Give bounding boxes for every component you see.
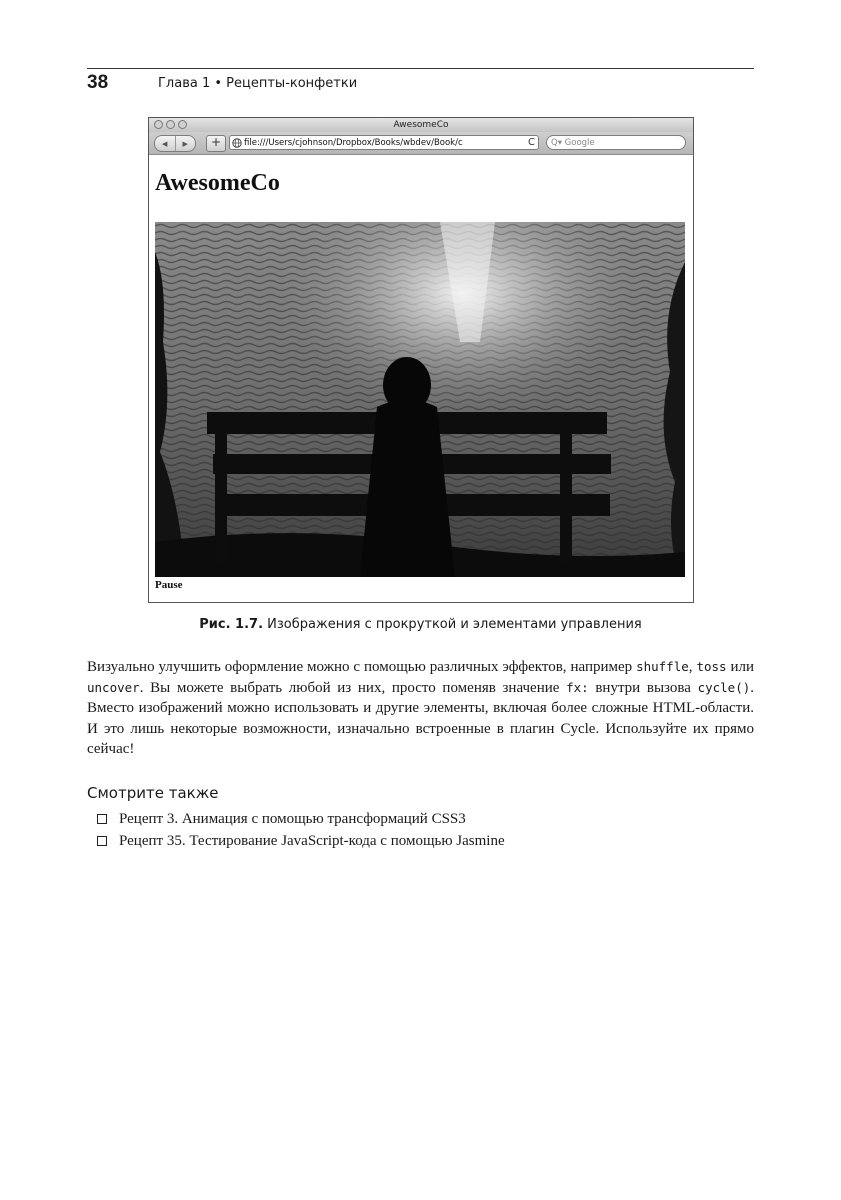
body-text-4: . Вы можете выбрать любой из них, просто поменяв значение — [139, 679, 567, 696]
site-title: AwesomeCo — [155, 170, 280, 196]
silhouette-on-bench-at-lake-photo — [155, 222, 685, 577]
pause-button[interactable]: Pause — [155, 579, 183, 591]
body-paragraph — [87, 657, 754, 760]
body-text-2: , — [688, 659, 697, 675]
globe-icon — [232, 138, 242, 148]
page-number: 38 — [87, 72, 109, 93]
caption-text: Изображения с прокруткой и элементами управления — [263, 617, 642, 632]
figure-label: Рис. 1.7. — [199, 617, 264, 632]
reload-icon[interactable]: C — [528, 137, 535, 148]
url-text: file:///Users/cjohnson/Dropbox/Books/wbdev/Book/c — [244, 138, 463, 148]
search-icon: Q▾ — [551, 138, 565, 148]
back-arrow-icon[interactable]: ◀ — [155, 136, 175, 151]
window-titlebar — [149, 118, 693, 133]
running-head: Глава 1 • Рецепты-конфетки — [158, 76, 358, 91]
code-shuffle: shuffle — [636, 659, 689, 674]
code-cycle: cycle() — [697, 679, 751, 695]
see-also-item-text: Рецепт 35. Тестирование JavaScript-кода с помощью Jasmine — [119, 833, 505, 849]
see-also-heading: Смотрите также — [87, 784, 219, 802]
figure-caption — [0, 617, 841, 632]
code-toss: toss — [696, 659, 727, 674]
browser-toolbar — [149, 132, 693, 155]
list-item — [97, 830, 505, 852]
header-rule — [87, 68, 754, 69]
window-title: AwesomeCo — [393, 120, 449, 130]
see-also-list — [97, 808, 505, 852]
code-uncover: uncover — [87, 679, 140, 695]
forward-arrow-icon[interactable]: ▶ — [175, 136, 196, 151]
list-item — [97, 808, 505, 830]
body-text-3: или — [726, 659, 755, 675]
add-bookmark-button[interactable]: + — [206, 135, 226, 152]
search-input[interactable] — [546, 135, 686, 150]
search-placeholder: Google — [564, 138, 595, 148]
address-bar[interactable] — [229, 135, 539, 150]
body-text-1: Визуально улучшить оформление можно с помощью различных эффектов, например — [87, 659, 637, 675]
checkbox-bullet-icon — [97, 814, 107, 824]
see-also-item-text: Рецепт 3. Анимация с помощью трансформаций CSS3 — [119, 811, 466, 827]
checkbox-bullet-icon — [97, 836, 107, 846]
body-text-6: . Вместо изображений можно использовать и другие элементы, включая более сложные HTML-области. И это лишь некоторые возможности, изначально встроенные в плагин Cycle. Используйте их прямо сейчас! — [87, 679, 755, 757]
history-buttons — [154, 135, 196, 152]
browser-screenshot-figure — [148, 117, 694, 603]
body-text-5: внутри вызова — [588, 679, 698, 696]
code-fx: fx: — [566, 679, 589, 695]
